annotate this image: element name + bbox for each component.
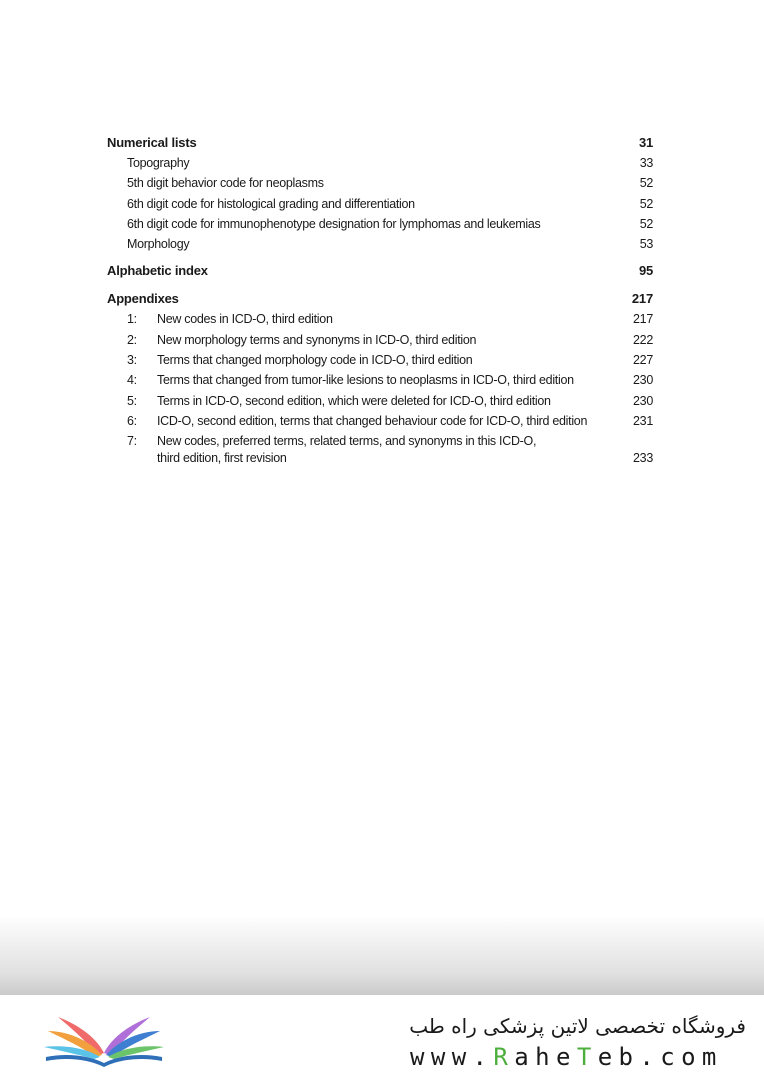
appendix-label: Terms that changed from tumor-like lesions to neoplasms in ICD-O, third edition: [157, 373, 574, 388]
appendix-page: 233: [633, 451, 653, 466]
section-title: Numerical lists: [107, 135, 197, 150]
appendix-label-line-2: third edition, first revision: [157, 451, 287, 466]
section-page: 95: [638, 263, 653, 279]
website-url[interactable]: [410, 1043, 723, 1071]
appendix-label-line-1: New codes, preferred terms, related terms, and synonyms in this ICD-O,: [157, 434, 537, 449]
appendix-number: 5:: [127, 393, 137, 408]
toc-entry[interactable]: [107, 194, 653, 214]
appendix-number: 4:: [127, 373, 137, 388]
page-bottom-shadow: [0, 915, 764, 997]
section-page: 217: [631, 291, 653, 307]
appendix-label: New morphology terms and synonyms in ICD-O, third edition: [157, 332, 477, 347]
appendix-entry[interactable]: [107, 370, 653, 390]
appendix-entry[interactable]: [107, 431, 653, 467]
toc-section-appendixes[interactable]: [107, 289, 653, 309]
appendix-number: 2:: [127, 332, 137, 347]
toc-entry[interactable]: [107, 234, 653, 254]
toc-entry[interactable]: [107, 214, 653, 234]
appendix-page: 227: [633, 353, 653, 368]
url-part-ahe: ahe: [514, 1043, 577, 1071]
appendix-label: ICD-O, second edition, terms that changed behaviour code for ICD-O, third edition: [157, 413, 588, 428]
entry-page: 33: [639, 156, 653, 170]
entry-page: 52: [639, 216, 653, 231]
appendix-entry[interactable]: [107, 411, 653, 431]
toc-section-numerical-lists[interactable]: [107, 133, 653, 153]
appendix-number: 6:: [127, 413, 137, 428]
appendix-entry[interactable]: [107, 391, 653, 411]
entry-page: 53: [639, 237, 653, 252]
entry-page: 52: [639, 176, 653, 191]
entry-label: Morphology: [127, 237, 190, 252]
shop-name-text: فروشگاه تخصصی لاتین پزشکی راه طب: [409, 1014, 746, 1038]
entry-label: 6th digit code for histological grading and differentiation: [127, 196, 415, 211]
appendix-label: New codes in ICD-O, third edition: [157, 312, 333, 327]
appendix-entry[interactable]: [107, 309, 653, 329]
appendix-number: 7:: [127, 434, 137, 449]
appendix-entry[interactable]: [107, 350, 653, 370]
entry-label: Topography: [127, 156, 190, 170]
entry-label: 5th digit behavior code for neoplasms: [127, 176, 324, 191]
appendix-page: 231: [633, 413, 653, 428]
appendix-page: 222: [633, 332, 653, 347]
section-page: 31: [638, 135, 653, 150]
appendix-page: 230: [633, 373, 653, 388]
section-title: Alphabetic index: [107, 263, 208, 279]
appendix-entry[interactable]: [107, 330, 653, 350]
table-of-contents: [107, 133, 653, 467]
watermark-footer: [0, 995, 764, 1080]
toc-entry[interactable]: [107, 173, 653, 193]
entry-label: 6th digit code for immunophenotype designation for lymphomas and leukemias: [127, 216, 541, 231]
appendix-label: Terms that changed morphology code in ICD-O, third edition: [157, 353, 473, 368]
section-title: Appendixes: [107, 291, 179, 307]
appendix-number: 3:: [127, 353, 137, 368]
url-suffix: eb.com: [597, 1043, 723, 1071]
url-letter-r: R: [493, 1043, 515, 1071]
toc-section-alphabetic-index[interactable]: [107, 261, 653, 281]
appendix-label: Terms in ICD-O, second edition, which were deleted for ICD-O, third edition: [157, 393, 551, 408]
url-letter-t: T: [576, 1043, 598, 1071]
appendix-page: 230: [633, 393, 653, 408]
appendix-label: [157, 433, 633, 467]
appendix-page: 217: [633, 312, 653, 327]
open-book-logo-icon: [40, 1007, 168, 1071]
url-prefix: www.: [410, 1043, 494, 1071]
toc-entry[interactable]: [107, 153, 653, 173]
appendix-number: 1:: [127, 312, 137, 327]
entry-page: 52: [639, 196, 653, 211]
